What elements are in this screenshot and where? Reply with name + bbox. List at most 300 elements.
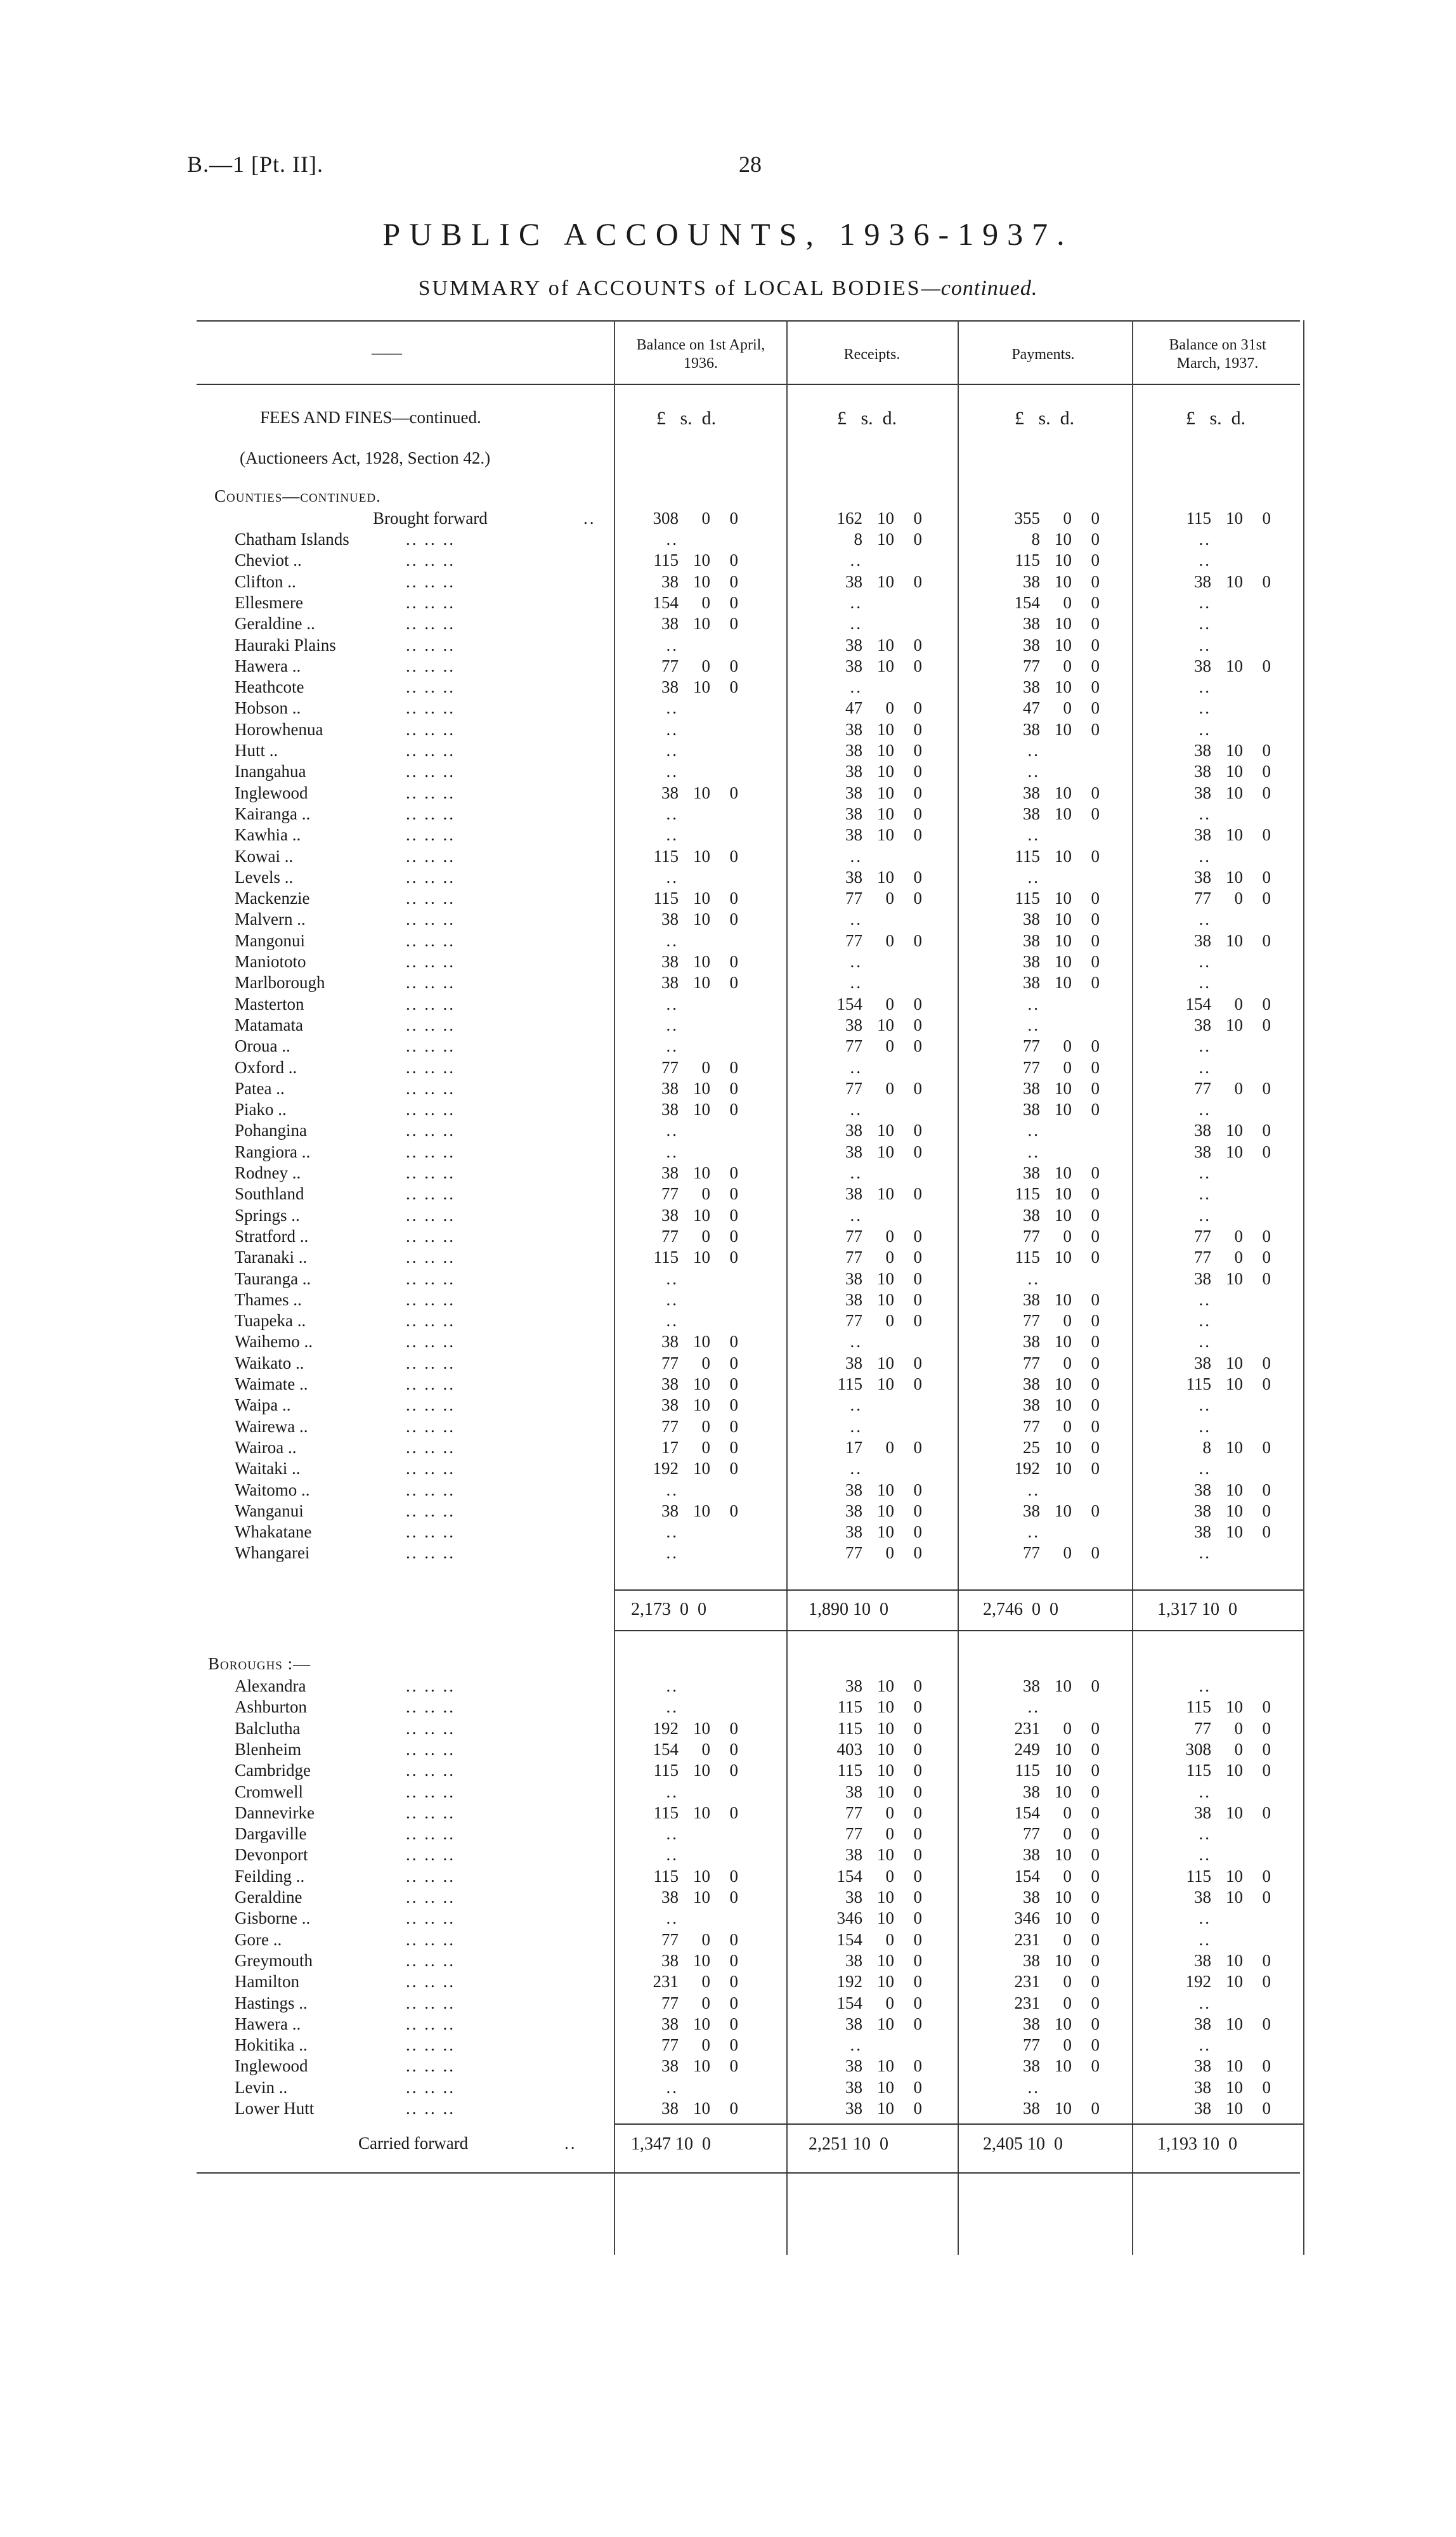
empty-leader: .. — [850, 1205, 862, 1225]
county-row — [190, 549, 1300, 570]
county-c4-amount — [1160, 847, 1294, 866]
borough-name: Geraldine — [235, 1888, 302, 1907]
document-title: PUBLIC ACCOUNTS, 1936-1937. — [382, 216, 1074, 252]
row-leader: .. .. .. — [406, 1437, 455, 1457]
county-c2-amount: 38 10 0 — [845, 762, 922, 781]
county-c3-amount — [989, 995, 1122, 1014]
empty-leader: .. — [666, 1543, 679, 1563]
county-c3-amount: 38 10 0 — [1023, 1163, 1100, 1182]
borough-c1-amount: 38 10 0 — [661, 2056, 738, 2076]
county-name: Levels .. — [235, 867, 294, 887]
row-leader: .. .. .. — [406, 1739, 455, 1759]
county-c2-amount — [812, 952, 945, 972]
county-name: Waitaki .. — [235, 1459, 301, 1478]
county-c3-amount: 38 10 0 — [1023, 973, 1100, 993]
borough-c1-amount: 77 0 0 — [661, 1929, 738, 1949]
counties-total-c4: 1,317 10 0 — [1157, 1600, 1237, 1619]
borough-c2-amount: 154 0 0 — [836, 1866, 922, 1886]
county-c2-amount: 38 10 0 — [845, 741, 922, 760]
borough-c1-amount — [628, 1908, 761, 1928]
row-leader: .. .. .. — [406, 1015, 455, 1034]
county-row — [190, 803, 1300, 824]
brought-forward-c4: 115 10 0 — [1186, 509, 1271, 528]
borough-c3-amount: 249 10 0 — [1014, 1739, 1100, 1759]
county-c1-amount — [628, 1290, 761, 1310]
county-c1-amount: 38 10 0 — [661, 910, 738, 929]
row-leader: .. .. .. — [406, 1888, 455, 1907]
county-row — [190, 1204, 1300, 1225]
borough-c1-amount: 77 0 0 — [661, 1993, 738, 2012]
borough-c2-amount: 77 0 0 — [845, 1824, 922, 1844]
row-leader: .. .. .. — [406, 1845, 455, 1865]
county-c2-amount: 38 10 0 — [845, 1121, 922, 1140]
borough-c4-amount: 308 0 0 — [1185, 1739, 1271, 1759]
county-c2-amount — [812, 1163, 945, 1183]
county-c4-amount: 115 10 0 — [1186, 1374, 1271, 1393]
county-c4-amount — [1160, 677, 1294, 697]
borough-c1-amount — [628, 1676, 761, 1696]
row-leader: .. .. .. — [406, 677, 455, 697]
empty-leader: .. — [666, 1121, 679, 1140]
borough-c3-amount: 38 10 0 — [1023, 1888, 1100, 1907]
county-row — [190, 1078, 1300, 1099]
row-leader: .. .. .. — [406, 551, 455, 570]
county-name: Thames .. — [235, 1289, 302, 1309]
county-c3-amount: 77 0 0 — [1023, 1416, 1100, 1436]
header-payments: Payments. — [1011, 346, 1075, 363]
county-name: Oxford .. — [235, 1057, 297, 1077]
county-row — [190, 740, 1300, 760]
county-c2-amount: 38 10 0 — [845, 804, 922, 823]
borough-c3-amount — [989, 2078, 1122, 2097]
county-c2-amount: 38 10 0 — [845, 1142, 922, 1161]
empty-leader: .. — [666, 741, 679, 760]
borough-row — [190, 1696, 1300, 1717]
empty-leader: .. — [1199, 1824, 1211, 1844]
row-leader: .. .. .. — [406, 1395, 455, 1415]
borough-c2-amount: 38 10 0 — [845, 1676, 922, 1695]
county-name: Waihemo .. — [235, 1332, 313, 1352]
county-c1-amount: 77 0 0 — [661, 1226, 738, 1246]
borough-c2-amount — [812, 2035, 945, 2055]
borough-name: Hamilton — [235, 1972, 299, 1992]
borough-c4-amount: 38 10 0 — [1194, 2056, 1271, 2076]
county-row — [190, 951, 1300, 972]
county-c2-amount — [812, 1100, 945, 1119]
empty-leader: .. — [1199, 551, 1211, 570]
county-row — [190, 655, 1300, 676]
county-c2-amount — [812, 1206, 945, 1225]
county-c3-amount: 77 0 0 — [1023, 1036, 1100, 1056]
row-leader: .. .. .. — [406, 1950, 455, 1970]
county-c4-amount: 38 10 0 — [1194, 1522, 1271, 1542]
county-c4-amount: 38 10 0 — [1194, 1501, 1271, 1520]
county-c3-amount — [989, 741, 1122, 760]
borough-c2-amount: 115 10 0 — [837, 1718, 922, 1738]
county-c2-amount: 38 10 0 — [845, 1501, 922, 1520]
county-c4-amount — [1160, 1058, 1294, 1078]
empty-leader: .. — [1199, 1184, 1211, 1204]
row-leader: .. .. .. — [406, 1543, 455, 1563]
county-c4-amount: 38 10 0 — [1194, 825, 1271, 845]
header-receipts: Receipts. — [843, 346, 900, 363]
county-c4-amount — [1160, 1332, 1294, 1352]
borough-c1-amount — [628, 1697, 761, 1717]
county-row — [190, 1014, 1300, 1035]
borough-c1-amount: 38 10 0 — [661, 2014, 738, 2033]
county-name: Kawhia .. — [235, 825, 301, 845]
row-leader: .. .. .. — [406, 910, 455, 929]
borough-row — [190, 1759, 1300, 1780]
borough-c2-amount: 38 10 0 — [845, 1888, 922, 1907]
empty-leader: .. — [850, 1416, 862, 1436]
county-c3-amount — [989, 1269, 1122, 1289]
county-c2-amount: 77 0 0 — [845, 1248, 922, 1267]
county-row — [190, 1352, 1300, 1373]
borough-row — [190, 1738, 1300, 1759]
row-leader: .. .. .. — [406, 1057, 455, 1077]
empty-leader: .. — [1027, 1697, 1040, 1717]
county-c1-amount — [628, 1543, 761, 1563]
brought-forward-c3: 355 0 0 — [1014, 509, 1100, 528]
county-name: Waimate .. — [235, 1374, 308, 1393]
borough-row — [190, 1823, 1300, 1844]
row-leader: .. .. .. — [406, 2035, 455, 2055]
row-leader: .. .. .. — [406, 1676, 455, 1695]
borough-c4-amount — [1160, 1845, 1294, 1865]
empty-leader: .. — [1199, 1416, 1211, 1436]
county-c4-amount — [1160, 720, 1294, 740]
county-row — [190, 1268, 1300, 1289]
county-row — [190, 1373, 1300, 1394]
county-c2-amount — [812, 677, 945, 697]
row-leader: .. .. .. — [406, 698, 455, 718]
county-c4-amount: 38 10 0 — [1194, 1015, 1271, 1034]
row-leader: .. .. .. — [406, 1226, 455, 1246]
borough-name: Ashburton — [235, 1697, 307, 1717]
row-leader: .. .. .. — [406, 1782, 455, 1801]
empty-leader: .. — [1199, 698, 1211, 718]
county-name: Stratford .. — [235, 1226, 309, 1246]
row-leader: .. .. .. — [406, 1311, 455, 1331]
county-c1-amount — [628, 995, 761, 1014]
county-c1-amount: 77 0 0 — [661, 1416, 738, 1436]
county-c4-amount — [1160, 1206, 1294, 1225]
borough-name: Dannevirke — [235, 1803, 315, 1822]
act-reference: (Auctioneers Act, 1928, Section 42.) — [240, 448, 491, 467]
county-row — [190, 697, 1300, 718]
county-c3-amount: 77 0 0 — [1023, 1057, 1100, 1077]
county-c4-amount — [1160, 593, 1294, 613]
row-leader: .. .. .. — [406, 1993, 455, 2012]
county-name: Wairoa .. — [235, 1437, 297, 1457]
county-c2-amount — [812, 910, 945, 929]
county-row — [190, 1183, 1300, 1204]
empty-leader: .. — [666, 530, 679, 549]
empty-leader: .. — [1199, 1782, 1211, 1801]
borough-c2-amount: 346 10 0 — [836, 1908, 922, 1928]
borough-c3-amount: 231 0 0 — [1014, 1993, 1100, 2012]
county-c1-amount: 38 10 0 — [661, 1205, 738, 1225]
county-row — [190, 972, 1300, 993]
county-c3-amount: 38 10 0 — [1023, 1205, 1100, 1225]
row-leader: .. .. .. — [406, 1268, 455, 1288]
county-c4-amount — [1160, 910, 1294, 929]
empty-leader: .. — [1199, 1908, 1211, 1928]
county-name: Tuapeka .. — [235, 1311, 306, 1331]
empty-leader: .. — [666, 804, 679, 823]
county-c4-amount — [1160, 973, 1294, 993]
county-c3-amount: 38 10 0 — [1023, 783, 1100, 802]
empty-leader: .. — [1027, 762, 1040, 781]
county-name: Maniototo — [235, 952, 306, 971]
county-c2-amount: 38 10 0 — [845, 719, 922, 739]
empty-leader: .. — [850, 846, 862, 866]
borough-name: Cromwell — [235, 1782, 303, 1801]
empty-leader: .. — [666, 1036, 679, 1056]
county-c4-amount — [1160, 1290, 1294, 1310]
row-leader: .. .. .. — [406, 1078, 455, 1098]
borough-name: Alexandra — [235, 1676, 306, 1695]
county-c2-amount — [812, 1332, 945, 1352]
borough-name: Lower Hutt — [235, 2099, 315, 2118]
empty-leader: .. — [666, 2077, 679, 2097]
empty-leader: .. — [1199, 1993, 1211, 2012]
header-blank: —— — [372, 345, 402, 362]
county-c4-amount — [1160, 1311, 1294, 1331]
county-c2-amount: 38 10 0 — [845, 1184, 922, 1204]
county-c1-amount — [628, 720, 761, 740]
borough-name: Cambridge — [235, 1761, 311, 1780]
county-c4-amount — [1160, 804, 1294, 824]
row-leader: .. .. .. — [406, 635, 455, 655]
empty-leader: .. — [666, 1824, 679, 1844]
county-c2-amount: 77 0 0 — [845, 1311, 922, 1331]
county-c1-amount: 115 10 0 — [653, 889, 738, 908]
row-leader: .. .. .. — [406, 952, 455, 971]
row-leader: .. .. .. — [406, 994, 455, 1014]
county-name: Oroua .. — [235, 1036, 290, 1056]
county-name: Waikato .. — [235, 1353, 304, 1373]
empty-leader: .. — [850, 1459, 862, 1478]
empty-leader: .. — [666, 1697, 679, 1717]
borough-c1-amount: 192 10 0 — [653, 1718, 738, 1738]
county-c1-amount: 38 10 0 — [661, 952, 738, 971]
borough-c1-amount — [628, 1845, 761, 1865]
borough-c1-amount: 38 10 0 — [661, 2099, 738, 2118]
borough-c4-amount — [1160, 1993, 1294, 2013]
brought-forward-label: Brought forward — [373, 509, 488, 528]
county-c4-amount: 77 0 0 — [1194, 1248, 1271, 1267]
county-row — [190, 592, 1300, 613]
county-c2-amount: 38 10 0 — [845, 1480, 922, 1499]
county-c2-amount: 38 10 0 — [845, 825, 922, 845]
county-row — [190, 782, 1300, 803]
county-row — [190, 993, 1300, 1014]
row-leader: .. — [583, 509, 596, 528]
borough-name: Inglewood — [235, 2056, 308, 2076]
county-name: Marlborough — [235, 973, 325, 993]
currency-c4: £ s. d. — [1186, 408, 1246, 429]
county-name: Rangiora .. — [235, 1142, 311, 1161]
county-row — [190, 1437, 1300, 1458]
county-c1-amount — [628, 1480, 761, 1500]
empty-leader: .. — [1199, 635, 1211, 655]
county-c2-amount: 115 10 0 — [837, 1374, 922, 1393]
county-c2-amount: 77 0 0 — [845, 1078, 922, 1098]
borough-c4-amount — [1160, 1930, 1294, 1950]
county-name: Inangahua — [235, 762, 306, 781]
borough-c2-amount: 38 10 0 — [845, 2099, 922, 2118]
county-c4-amount — [1160, 952, 1294, 972]
county-c2-amount: 8 10 0 — [854, 530, 922, 549]
borough-c3-amount: 38 10 0 — [1023, 2056, 1100, 2076]
county-row — [190, 1289, 1300, 1310]
borough-c3-amount — [989, 1697, 1122, 1717]
county-c1-amount — [628, 804, 761, 824]
accounts-table — [190, 320, 1300, 2537]
row-leader: .. .. .. — [406, 1824, 455, 1844]
county-name: Inglewood — [235, 783, 308, 802]
empty-leader: .. — [1199, 592, 1211, 612]
borough-name: Devonport — [235, 1845, 308, 1865]
county-row — [190, 1141, 1300, 1162]
county-c4-amount: 38 10 0 — [1194, 571, 1271, 591]
empty-leader: .. — [666, 1289, 679, 1309]
empty-leader: .. — [666, 635, 679, 655]
county-c3-amount — [989, 1522, 1122, 1542]
row-leader: .. .. .. — [406, 1248, 455, 1267]
county-row — [190, 1458, 1300, 1478]
empty-leader: .. — [850, 551, 862, 570]
county-c3-amount: 38 10 0 — [1023, 952, 1100, 971]
borough-c1-amount: 77 0 0 — [661, 2035, 738, 2055]
empty-leader: .. — [1199, 614, 1211, 634]
county-c1-amount: 38 10 0 — [661, 1501, 738, 1520]
borough-c2-amount: 38 10 0 — [845, 2056, 922, 2076]
borough-c4-amount: 38 10 0 — [1194, 1950, 1271, 1970]
county-c1-amount: 77 0 0 — [661, 1353, 738, 1373]
empty-leader: .. — [1199, 2035, 1211, 2055]
row-leader: .. .. .. — [406, 592, 455, 612]
row-leader: .. .. .. — [406, 1205, 455, 1225]
borough-c2-amount: 38 10 0 — [845, 2077, 922, 2097]
county-c3-amount: 77 0 0 — [1023, 1543, 1100, 1563]
borough-c4-amount — [1160, 2035, 1294, 2055]
county-c2-amount — [812, 1395, 945, 1415]
currency-c3: £ s. d. — [1015, 408, 1075, 429]
county-c4-amount — [1160, 1163, 1294, 1183]
county-c1-amount: 38 10 0 — [661, 677, 738, 697]
county-c3-amount: 77 0 0 — [1023, 1353, 1100, 1373]
borough-name: Hokitika .. — [235, 2035, 308, 2055]
county-c3-amount: 115 10 0 — [1015, 889, 1100, 908]
county-row — [190, 866, 1300, 887]
empty-leader: .. — [1027, 1015, 1040, 1034]
borough-c1-amount: 115 10 0 — [653, 1803, 738, 1822]
row-leader: .. .. .. — [406, 614, 455, 634]
county-c4-amount: 38 10 0 — [1194, 1121, 1271, 1140]
borough-c1-amount — [628, 1782, 761, 1802]
borough-row — [190, 2013, 1300, 2034]
row-leader: .. .. .. — [406, 1803, 455, 1822]
county-c2-amount — [812, 1058, 945, 1078]
borough-c3-amount: 77 0 0 — [1023, 2035, 1100, 2055]
counties-label: Counties—continued. — [214, 486, 381, 505]
county-c4-amount: 38 10 0 — [1194, 762, 1271, 781]
empty-leader: .. — [850, 1395, 862, 1415]
borough-c4-amount — [1160, 1908, 1294, 1928]
county-c3-amount: 38 10 0 — [1023, 635, 1100, 655]
county-c4-amount: 38 10 0 — [1194, 783, 1271, 802]
empty-leader: .. — [1199, 677, 1211, 697]
county-c3-amount: 38 10 0 — [1023, 930, 1100, 950]
empty-leader: .. — [666, 1522, 679, 1542]
empty-leader: .. — [1199, 952, 1211, 971]
county-c2-amount — [812, 1459, 945, 1478]
borough-name: Dargaville — [235, 1824, 307, 1844]
county-c2-amount: 77 0 0 — [845, 1226, 922, 1246]
borough-c4-amount — [1160, 1782, 1294, 1802]
county-c4-amount: 154 0 0 — [1185, 994, 1271, 1014]
borough-c4-amount: 38 10 0 — [1194, 1888, 1271, 1907]
borough-c1-amount — [628, 2078, 761, 2097]
county-c2-amount: 47 0 0 — [845, 698, 922, 718]
row-leader: .. .. .. — [406, 656, 455, 675]
borough-c2-amount: 403 10 0 — [836, 1739, 922, 1759]
county-c1-amount — [628, 741, 761, 760]
empty-leader: .. — [1199, 719, 1211, 739]
carried-forward-c1: 1,347 10 0 — [631, 2134, 711, 2154]
county-c4-amount — [1160, 530, 1294, 549]
county-row — [190, 1057, 1300, 1078]
county-c1-amount — [628, 636, 761, 655]
borough-c4-amount — [1160, 1824, 1294, 1844]
county-c1-amount: 38 10 0 — [661, 973, 738, 993]
county-row — [190, 1099, 1300, 1119]
county-c3-amount: 38 10 0 — [1023, 1332, 1100, 1352]
carried-forward-c4: 1,193 10 0 — [1157, 2134, 1237, 2154]
row-leader: .. .. .. — [406, 2056, 455, 2076]
county-row — [190, 1310, 1300, 1331]
borough-c2-amount: 38 10 0 — [845, 1950, 922, 1970]
borough-name: Blenheim — [235, 1739, 301, 1759]
county-name: Horowhenua — [235, 719, 323, 739]
brought-forward-row — [190, 507, 1300, 528]
county-name: Chatham Islands — [235, 530, 349, 549]
county-name: Clifton .. — [235, 571, 296, 591]
county-row — [190, 1035, 1300, 1056]
borough-c2-amount: 38 10 0 — [845, 2014, 922, 2033]
empty-leader: .. — [1199, 1100, 1211, 1119]
county-c3-amount: 38 10 0 — [1023, 614, 1100, 634]
borough-row — [190, 1992, 1300, 2013]
county-c1-amount: 17 0 0 — [661, 1437, 738, 1457]
county-name: Mangonui — [235, 930, 305, 950]
borough-c2-amount: 38 10 0 — [845, 1845, 922, 1865]
county-row — [190, 1542, 1300, 1563]
borough-row — [190, 1781, 1300, 1802]
county-name: Patea .. — [235, 1078, 285, 1098]
county-c4-amount: 38 10 0 — [1194, 1142, 1271, 1161]
county-c1-amount: 154 0 0 — [653, 592, 738, 612]
county-c2-amount: 38 10 0 — [845, 1353, 922, 1373]
borough-row — [190, 2097, 1300, 2118]
county-c4-amount: 38 10 0 — [1194, 741, 1271, 760]
row-leader: .. .. .. — [406, 1184, 455, 1204]
county-c3-amount: 115 10 0 — [1015, 551, 1100, 570]
borough-c2-amount: 77 0 0 — [845, 1803, 922, 1822]
